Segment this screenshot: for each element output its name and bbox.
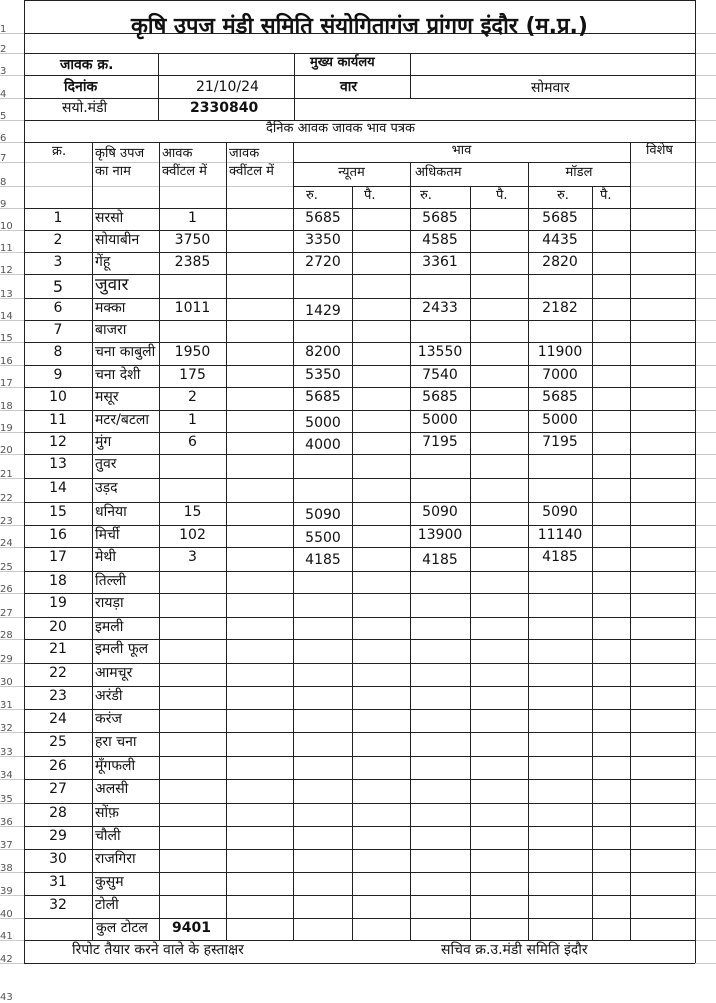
row-arrival: 6 (188, 434, 197, 450)
grid-hline (24, 53, 695, 54)
row-sno: 23 (49, 688, 67, 704)
grid-hline (24, 230, 695, 231)
grid-vline (410, 162, 411, 940)
row-number[interactable]: 19 (0, 424, 13, 434)
row-number[interactable]: 25 (0, 563, 13, 573)
grid-hline (24, 940, 695, 941)
row-max: 4185 (422, 552, 458, 568)
row-sno: 5 (52, 277, 64, 296)
row-crop: आमचूर (95, 665, 133, 681)
row-min: 5350 (305, 367, 341, 383)
row-modal: 5000 (542, 412, 578, 428)
grid-vline (695, 0, 696, 963)
row-max: 2433 (422, 300, 458, 316)
row-modal: 2182 (542, 300, 578, 316)
row-sno: 20 (49, 619, 67, 635)
row-modal: 11140 (537, 527, 583, 543)
grid-hline (24, 895, 695, 896)
grid-hline (24, 593, 695, 594)
sheet-title: दैनिक आवक जावक भाव पत्रक (266, 121, 415, 136)
grid-hline (24, 365, 695, 366)
row-number[interactable]: 31 (0, 701, 13, 711)
mandi-label: सयो.मंडी (62, 100, 108, 116)
grid-hline (24, 75, 695, 76)
row-sno: 30 (49, 851, 67, 867)
row-sno: 16 (49, 527, 67, 543)
row-number[interactable]: 20 (0, 446, 13, 456)
row-number[interactable]: 34 (0, 771, 13, 781)
row-sno: 29 (49, 828, 67, 844)
grid-hline (24, 663, 695, 664)
grid-hline (24, 571, 695, 572)
grid-hline (24, 98, 695, 99)
row-number[interactable]: 42 (0, 955, 13, 965)
javak-label: जावक क्र. (60, 57, 114, 73)
row-number[interactable]: 37 (0, 841, 13, 851)
grid-hline (24, 208, 695, 209)
row-number[interactable]: 43 (0, 993, 13, 1003)
col-min-paise: पै. (364, 188, 376, 203)
grid-vline (294, 53, 295, 120)
row-crop: चना काबुली (95, 344, 156, 360)
row-min: 4185 (305, 552, 341, 568)
row-min: 1429 (305, 303, 341, 319)
row-sno: 11 (49, 412, 67, 428)
col-min: न्यूतम (338, 165, 365, 180)
row-sno: 28 (49, 805, 67, 821)
col-crop: कृषि उपज का नाम (95, 146, 145, 179)
grid-vline (470, 186, 471, 940)
row-number[interactable]: 15 (0, 334, 13, 344)
row-crop: मेथी (95, 549, 116, 565)
grid-hline (24, 779, 695, 780)
row-number[interactable]: 2 (0, 45, 7, 55)
col-special: विशेष (646, 143, 673, 158)
row-crop: रायड़ा (95, 595, 124, 611)
col-modal: मॉडल (565, 165, 593, 180)
row-number[interactable]: 1 (0, 25, 7, 35)
grid-vline (226, 142, 227, 940)
row-crop: मसूर (95, 389, 119, 405)
row-min: 2720 (305, 254, 341, 270)
row-arrival: 3750 (174, 232, 211, 248)
total-label: कुल टोटल (96, 920, 148, 936)
row-modal: 5685 (542, 389, 578, 405)
row-number[interactable]: 36 (0, 818, 13, 828)
grid-hline (24, 142, 695, 143)
grid-hline (24, 756, 695, 757)
row-crop: मटर/बटला (95, 412, 150, 428)
row-crop: राजगिरा (95, 851, 136, 867)
mandi-value: 2330840 (190, 100, 259, 116)
col-max: अधिकतम (415, 165, 462, 180)
row-min: 5000 (305, 415, 341, 431)
row-crop: मूँगफली (95, 758, 136, 774)
grid-hline (24, 803, 695, 804)
grid-vline (352, 186, 353, 940)
row-sno: 2 (53, 232, 63, 248)
row-number[interactable]: 3 (0, 67, 7, 77)
row-crop: बाजरा (95, 322, 127, 338)
row-modal: 7000 (542, 367, 578, 383)
row-number[interactable]: 28 (0, 631, 13, 641)
row-sno: 6 (53, 300, 63, 316)
row-sno: 22 (49, 665, 67, 681)
row-number[interactable]: 11 (0, 244, 13, 254)
row-sno: 14 (49, 480, 67, 496)
row-number[interactable]: 23 (0, 517, 13, 527)
row-crop: इमली (95, 619, 124, 635)
row-number[interactable]: 21 (0, 470, 13, 480)
row-sno: 7 (53, 322, 63, 338)
row-max: 13550 (417, 344, 463, 360)
col-dispatch: जावक क्वींटल में (229, 146, 274, 179)
row-arrival: 2385 (174, 254, 211, 270)
row-number[interactable]: 13 (0, 290, 13, 300)
row-crop: उड़द (95, 480, 118, 496)
grid-hline (293, 162, 630, 163)
row-modal: 2820 (542, 254, 578, 270)
row-arrival: 15 (183, 504, 202, 520)
col-min-rs: रु. (306, 188, 318, 203)
row-max: 5090 (422, 504, 458, 520)
total-value: 9401 (172, 920, 211, 936)
row-crop: मिर्ची (95, 527, 120, 543)
row-sno: 31 (49, 874, 67, 890)
row-number[interactable]: 24 (0, 539, 13, 549)
row-sno: 19 (49, 595, 67, 611)
row-crop: गेंहू (95, 254, 111, 270)
row-number[interactable]: 41 (0, 932, 13, 942)
row-crop: धनिया (95, 504, 127, 520)
row-number[interactable]: 22 (0, 494, 13, 504)
row-crop: हरा चना (95, 734, 137, 750)
row-max: 5000 (422, 412, 458, 428)
row-sno: 8 (53, 344, 63, 360)
row-crop: करंज (95, 711, 122, 727)
row-modal: 4435 (542, 232, 578, 248)
row-number[interactable]: 32 (0, 724, 13, 734)
row-crop: तिल्ली (95, 573, 127, 589)
row-max: 5685 (422, 210, 458, 226)
row-sno: 3 (53, 254, 63, 270)
grid-hline (24, 617, 695, 618)
row-number[interactable]: 10 (0, 222, 13, 232)
row-sno: 32 (49, 897, 67, 913)
row-min: 8200 (305, 344, 341, 360)
row-crop: सोंफ़ (95, 805, 119, 821)
day-label: वार (340, 79, 358, 95)
col-sno: क्र. (52, 144, 67, 159)
row-sno: 10 (49, 389, 67, 405)
row-number[interactable]: 12 (0, 266, 13, 276)
grid-hline (24, 320, 695, 321)
col-modal-rs: रु. (557, 188, 569, 203)
row-sno: 25 (49, 734, 67, 750)
row-min: 3350 (305, 232, 341, 248)
row-min: 5685 (305, 210, 341, 226)
row-crop: मुंग (95, 434, 112, 450)
row-sno: 26 (49, 758, 67, 774)
row-modal: 11900 (537, 344, 583, 360)
col-max-paise: पै. (496, 188, 508, 203)
col-arrival: आवक क्वींटल में (162, 146, 207, 179)
row-sno: 18 (49, 573, 67, 589)
row-sno: 17 (49, 549, 67, 565)
row-sno: 24 (49, 711, 67, 727)
grid-hline (24, 252, 695, 253)
row-number[interactable]: 27 (0, 609, 13, 619)
grid-vline (630, 142, 631, 940)
row-sno: 13 (49, 456, 67, 472)
row-min: 5090 (305, 507, 341, 523)
row-crop: कुसुम (95, 874, 124, 890)
row-number[interactable]: 38 (0, 864, 13, 874)
row-sno: 12 (49, 434, 67, 450)
row-arrival: 1950 (174, 344, 211, 360)
row-crop: जुवार (95, 275, 129, 295)
row-sno: 27 (49, 781, 67, 797)
grid-hline (24, 298, 695, 299)
row-min: 5500 (305, 530, 341, 546)
row-number[interactable]: 8 (0, 178, 7, 188)
date-value: 21/10/24 (196, 79, 259, 95)
row-number[interactable]: 29 (0, 655, 13, 665)
row-number[interactable]: 5 (0, 112, 7, 122)
row-modal: 5090 (542, 504, 578, 520)
grid-hline (24, 963, 695, 964)
grid-hline (24, 849, 695, 850)
grid-hline (24, 709, 695, 710)
footer-secretary-label: सचिव क्र.उ.मंडी समिति इंदौर (441, 942, 588, 958)
grid-hline (24, 826, 695, 827)
row-crop: अरंडी (95, 688, 123, 704)
row-number[interactable]: 14 (0, 312, 13, 322)
row-modal: 5685 (542, 210, 578, 226)
row-crop: चना देशी (95, 367, 141, 383)
grid-hline (293, 186, 630, 187)
row-crop: टोली (95, 897, 119, 913)
grid-hline (24, 410, 695, 411)
day-value: सोमवार (531, 80, 570, 96)
grid-hline (24, 686, 695, 687)
row-number[interactable]: 26 (0, 585, 13, 595)
row-crop: सोयाबीन (95, 232, 140, 248)
row-number[interactable]: 16 (0, 357, 13, 367)
row-crop: इमली फूल (95, 641, 149, 657)
office-label: मुख्य कार्यलय (310, 55, 375, 70)
grid-hline (24, 342, 695, 343)
row-sno: 9 (53, 367, 63, 383)
grid-hline (24, 872, 695, 873)
grid-hline (24, 639, 695, 640)
grid-vline (92, 142, 93, 940)
grid-hline (24, 478, 695, 479)
row-crop: तुवर (95, 456, 117, 472)
row-number[interactable]: 17 (0, 379, 13, 389)
row-max: 7540 (422, 367, 458, 383)
grid-hline (24, 432, 695, 433)
grid-hline (24, 918, 695, 919)
row-max: 4585 (422, 232, 458, 248)
grid-vline (158, 53, 159, 120)
grid-hline (24, 547, 695, 548)
row-max: 13900 (417, 527, 463, 543)
row-min: 5685 (305, 389, 341, 405)
row-crop: अलसी (95, 781, 129, 797)
grid-hline (24, 525, 695, 526)
row-number[interactable]: 9 (0, 200, 7, 210)
row-crop: सरसो (95, 210, 124, 226)
col-rate: भाव (451, 143, 472, 158)
grid-hline (24, 454, 695, 455)
grid-hline (24, 732, 695, 733)
row-arrival: 1011 (174, 300, 211, 316)
footer-signature-label: रिपोट तैयार करने वाले के हस्ताक्षर (72, 942, 244, 958)
row-sno: 1 (53, 210, 63, 226)
row-number[interactable]: 30 (0, 678, 13, 688)
row-number[interactable]: 33 (0, 748, 13, 758)
col-modal-paise: पै. (600, 188, 612, 203)
row-modal: 4185 (542, 549, 578, 565)
row-number[interactable]: 6 (0, 134, 7, 144)
grid-hline (24, 0, 695, 1)
col-max-rs: रु. (420, 188, 432, 203)
row-max: 3361 (422, 254, 458, 270)
row-arrival: 102 (179, 527, 206, 543)
row-number[interactable]: 40 (0, 910, 13, 920)
row-number[interactable]: 4 (0, 90, 7, 100)
row-arrival: 2 (188, 389, 197, 405)
grid-vline (592, 186, 593, 940)
row-number[interactable]: 7 (0, 154, 7, 164)
date-label: दिनांक (64, 79, 98, 95)
grid-hline (24, 387, 695, 388)
row-modal: 7195 (542, 434, 578, 450)
row-crop: मक्का (95, 300, 126, 316)
row-arrival: 1 (188, 210, 197, 226)
grid-vline (410, 53, 411, 98)
row-number[interactable]: 18 (0, 402, 13, 412)
row-number[interactable]: 39 (0, 887, 13, 897)
document-title: कृषि उपज मंडी समिति संयोगितागंज प्रांगण इंदौर (म.प्र.) (131, 14, 588, 39)
row-max: 5685 (422, 389, 458, 405)
row-sno: 15 (49, 504, 67, 520)
row-max: 7195 (422, 434, 458, 450)
grid-hline (24, 502, 695, 503)
row-arrival: 1 (188, 412, 197, 428)
row-arrival: 3 (188, 549, 197, 565)
row-arrival: 175 (179, 367, 206, 383)
row-crop: चौली (95, 828, 121, 844)
row-min: 4000 (305, 437, 341, 453)
row-number[interactable]: 35 (0, 795, 13, 805)
row-sno: 21 (49, 641, 67, 657)
